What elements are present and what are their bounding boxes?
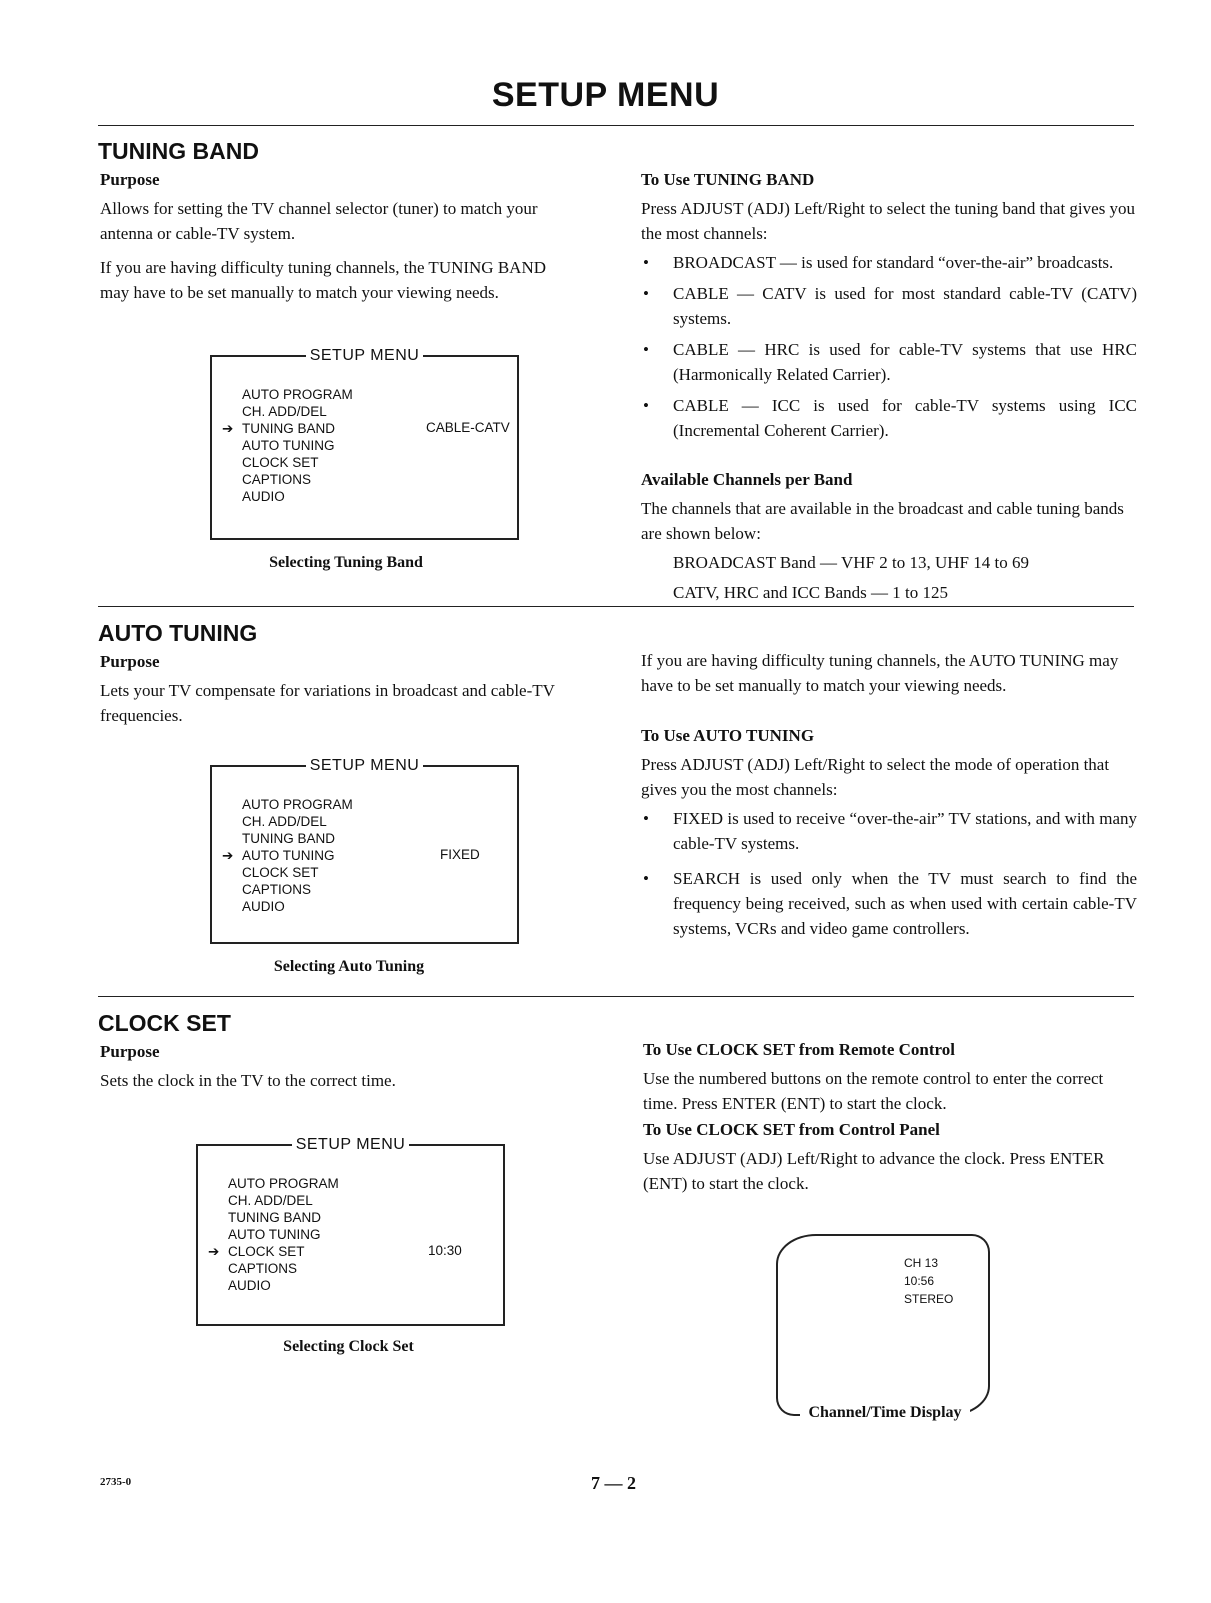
clock-set-menu-box — [196, 1136, 505, 1326]
menu-header-label: SETUP MENU — [309, 347, 420, 364]
auto-tuning-intro-block — [641, 648, 1137, 702]
tuning-band-use — [641, 196, 1137, 449]
menu-item-list — [222, 386, 353, 505]
clock-remote-block — [643, 1066, 1137, 1125]
menu-header — [210, 757, 519, 775]
clock-set-caption: Selecting Clock Set — [283, 1338, 414, 1355]
tuning-band-title: TUNING BAND — [98, 138, 259, 164]
clock-remote-text: Use the numbered buttons on the remote control to enter the correct time. Press ENTER (ENT) to start the clock. — [643, 1069, 1104, 1113]
clock-set-purpose — [100, 1068, 570, 1102]
clock-panel-text: Use ADJUST (ADJ) Left/Right to advance the clock. Press ENTER (ENT) to start the clock. — [643, 1149, 1105, 1193]
menu-item-selected: ➔ CLOCK SET — [208, 1244, 305, 1259]
clock-set-title: CLOCK SET — [98, 1010, 231, 1036]
menu-item: CH. ADD/DEL — [228, 1193, 313, 1208]
tuning-band-paragraph: If you are having difficulty tuning channels, the TUNING BAND may have to be set manually to match your viewing needs. — [100, 258, 547, 302]
list-item: • CABLE — ICC is used for cable-TV systems using ICC (Incremental Coherent Carrier). — [641, 393, 1137, 443]
menu-item: CH. ADD/DEL — [242, 404, 327, 419]
list-item: • FIXED is used to receive “over-the-air” TV stations, and with many cable-TV systems. — [641, 806, 1137, 856]
channel-line: CATV, HRC and ICC Bands — 1 to 125 — [673, 583, 949, 602]
tuning-band-bullets — [641, 250, 1137, 443]
tv-time: 10:56 — [904, 1274, 935, 1288]
clock-remote-heading: To Use CLOCK SET from Remote Control — [643, 1040, 955, 1059]
menu-item: CLOCK SET — [242, 865, 319, 880]
menu-item: CAPTIONS — [228, 1261, 298, 1276]
list-item: • CABLE — CATV is used for most standard cable-TV (CATV) systems. — [641, 281, 1137, 331]
tv-channel-time-info — [904, 1254, 953, 1308]
menu-value: FIXED — [440, 847, 480, 862]
menu-item-list — [208, 1175, 339, 1294]
auto-tuning-use-text: Press ADJUST (ADJ) Left/Right to select the mode of operation that gives you the most channels: — [641, 755, 1110, 799]
tv-audio-mode: STEREO — [904, 1292, 954, 1306]
menu-value: 10:30 — [428, 1243, 462, 1258]
list-item: • CABLE — HRC is used for cable-TV systems that use HRC (Harmonically Related Carrier). — [641, 337, 1137, 387]
arrow-right-icon: ➔ — [208, 1244, 220, 1259]
auto-tuning-title: AUTO TUNING — [98, 620, 258, 646]
auto-tuning-use-heading: To Use AUTO TUNING — [641, 726, 815, 745]
tv-channel: CH 13 — [904, 1256, 939, 1270]
clock-set-paragraph: Sets the clock in the TV to the correct time. — [100, 1071, 396, 1090]
page-number: 7 — 2 — [591, 1473, 636, 1493]
tuning-band-purpose-heading: Purpose — [100, 170, 160, 189]
menu-item-list — [222, 796, 353, 915]
channel-time-display-caption: Channel/Time Display — [800, 1404, 970, 1422]
menu-item: AUDIO — [242, 899, 285, 914]
channel-line: BROADCAST Band — VHF 2 to 13, UHF 14 to 69 — [673, 553, 1029, 572]
tv-screen-illustration — [776, 1234, 990, 1416]
auto-tuning-purpose — [100, 678, 570, 737]
menu-item: TUNING BAND — [228, 1210, 322, 1225]
menu-item: AUTO TUNING — [228, 1227, 321, 1242]
section-rule — [98, 996, 1134, 997]
tuning-band-paragraph: Allows for setting the TV channel selector (tuner) to match your antenna or cable-TV system. — [100, 199, 538, 243]
auto-tuning-paragraph: Lets your TV compensate for variations in broadcast and cable-TV frequencies. — [100, 681, 555, 725]
tuning-band-use-text: Press ADJUST (ADJ) Left/Right to select the tuning band that gives you the most channels: — [641, 199, 1136, 243]
header-rule — [98, 125, 1134, 126]
clock-set-purpose-heading: Purpose — [100, 1042, 160, 1061]
list-item: • SEARCH is used only when the TV must search to find the frequency being received, such as when used with certain cable-TV systems, VCRs and video game controllers. — [641, 866, 1137, 941]
auto-tuning-bullets — [641, 806, 1137, 941]
auto-tuning-menu-box — [210, 757, 519, 944]
arrow-right-icon: ➔ — [222, 848, 234, 863]
menu-header-label: SETUP MENU — [295, 1136, 406, 1153]
menu-item-selected: ➔ AUTO TUNING — [222, 848, 335, 863]
menu-item: AUTO PROGRAM — [242, 797, 353, 812]
menu-item: CAPTIONS — [242, 882, 312, 897]
menu-item: CAPTIONS — [242, 472, 312, 487]
menu-item: TUNING BAND — [242, 831, 336, 846]
footer-code: 2735-0 — [100, 1476, 132, 1488]
clock-panel-heading: To Use CLOCK SET from Control Panel — [643, 1120, 940, 1139]
auto-tuning-use — [641, 752, 1137, 947]
menu-item: AUDIO — [228, 1278, 271, 1293]
channels-heading: Available Channels per Band — [641, 470, 853, 489]
menu-item: AUTO TUNING — [242, 438, 335, 453]
section-rule — [98, 606, 1134, 607]
page-title: SETUP MENU — [491, 76, 720, 114]
tuning-band-menu-box — [210, 347, 519, 540]
channels-block — [641, 496, 1137, 608]
menu-item: AUTO PROGRAM — [242, 387, 353, 402]
tuning-band-purpose — [100, 196, 570, 314]
menu-item: AUDIO — [242, 489, 285, 504]
clock-panel-block — [643, 1146, 1137, 1205]
menu-header — [196, 1136, 505, 1154]
menu-item: CH. ADD/DEL — [242, 814, 327, 829]
menu-item: AUTO PROGRAM — [228, 1176, 339, 1191]
menu-item: CLOCK SET — [242, 455, 319, 470]
auto-tuning-caption: Selecting Auto Tuning — [273, 958, 425, 975]
list-item: • BROADCAST — is used for standard “over-the-air” broadcasts. — [641, 250, 1137, 275]
menu-header-label: SETUP MENU — [309, 757, 420, 774]
auto-tuning-intro: If you are having difficulty tuning channels, the AUTO TUNING may have to be set manually to match your viewing needs. — [641, 651, 1119, 695]
arrow-right-icon: ➔ — [222, 421, 234, 436]
menu-value: CABLE-CATV — [426, 420, 510, 435]
tuning-band-caption: Selecting Tuning Band — [269, 554, 423, 571]
channels-text: The channels that are available in the broadcast and cable tuning bands are shown below: — [641, 499, 1124, 543]
menu-item-selected: ➔ TUNING BAND — [222, 421, 336, 436]
menu-header — [210, 347, 519, 365]
tuning-band-use-heading: To Use TUNING BAND — [641, 170, 815, 189]
auto-tuning-purpose-heading: Purpose — [100, 652, 160, 671]
